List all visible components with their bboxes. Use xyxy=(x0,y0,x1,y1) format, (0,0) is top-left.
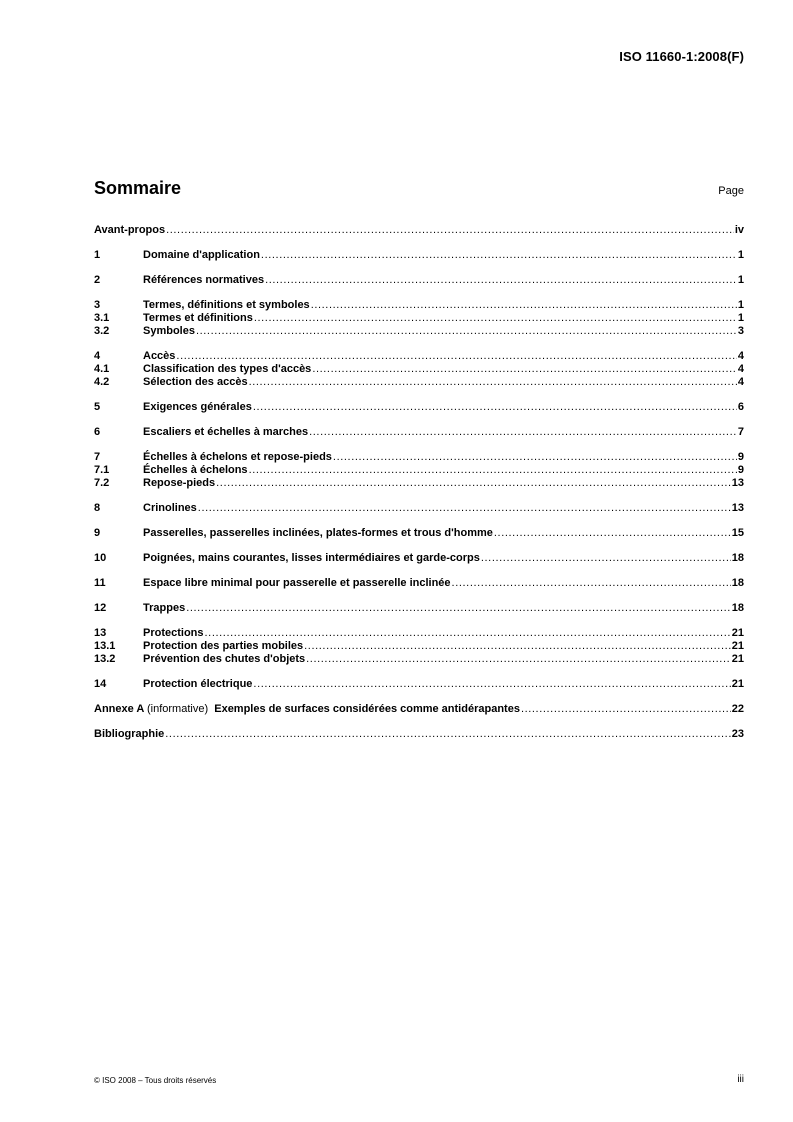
toc-leader-dots xyxy=(333,451,737,464)
toc-entry[interactable] xyxy=(94,312,744,325)
toc-leader-dots xyxy=(311,299,737,312)
toc-entry-title: Sélection des accès xyxy=(143,376,248,388)
toc-entry-title: Avant-propos xyxy=(94,224,166,236)
toc-entry-number: 12 xyxy=(94,602,107,614)
toc-entry-number: 13.1 xyxy=(94,640,116,652)
toc-entry-title: Espace libre minimal pour passerelle et passerelle inclinée xyxy=(143,577,451,589)
toc-entry-title: Protection électrique xyxy=(143,678,253,690)
toc-entry-title: Protection des parties mobiles xyxy=(143,640,304,652)
toc-leader-dots xyxy=(253,678,730,691)
toc-leader-dots xyxy=(198,502,731,515)
toc-entry-title: Repose-pieds xyxy=(143,477,216,489)
annex-label: Annexe A xyxy=(94,703,144,715)
toc-leader-dots xyxy=(254,312,737,325)
toc-entry-title: Échelles à échelons xyxy=(143,464,248,476)
toc-annex-title xyxy=(94,703,520,716)
toc-entry-page: 1 xyxy=(737,249,744,261)
toc-entry-number: 6 xyxy=(94,426,101,438)
toc-leader-dots xyxy=(261,249,737,262)
toc-entry-page: 18 xyxy=(731,602,744,614)
toc-entry-page: 4 xyxy=(737,363,744,375)
toc-entry-title: Accès xyxy=(143,350,176,362)
toc-leader-dots xyxy=(494,527,731,540)
toc-entry-number: 9 xyxy=(94,527,101,539)
toc-entry-title: Crinolines xyxy=(143,502,197,514)
toc-leader-dots xyxy=(216,477,731,490)
toc-entry[interactable] xyxy=(94,350,744,363)
toc-entry-page: 21 xyxy=(731,653,744,665)
toc-entry-number: 7.1 xyxy=(94,464,110,476)
toc-leader-dots xyxy=(205,627,731,640)
toc-entry-page: 1 xyxy=(737,312,744,324)
toc-entry[interactable] xyxy=(94,527,744,540)
toc-entry-page: 1 xyxy=(737,299,744,311)
toc-entry[interactable] xyxy=(94,376,744,389)
toc-leader-dots xyxy=(249,464,737,477)
toc-leader-dots xyxy=(249,376,737,389)
toc-entry[interactable] xyxy=(94,274,744,287)
toc-entry[interactable] xyxy=(94,602,744,615)
toc-entry-title: Bibliographie xyxy=(94,728,165,740)
toc-entry-title: Échelles à échelons et repose-pieds xyxy=(143,451,332,463)
toc-leader-dots xyxy=(304,640,731,653)
toc-entry[interactable] xyxy=(94,653,744,666)
toc-entry-page: 1 xyxy=(737,274,744,286)
toc-entry-page: 22 xyxy=(731,703,744,715)
toc-entry-page: 18 xyxy=(731,552,744,564)
toc-leader-dots xyxy=(166,224,734,237)
toc-entry-title: Termes, définitions et symboles xyxy=(143,299,310,311)
toc-entry-page: 18 xyxy=(731,577,744,589)
toc-entry[interactable] xyxy=(94,451,744,464)
toc-entry-title: Passerelles, passerelles inclinées, plates-formes et trous d'homme xyxy=(143,527,493,539)
table-of-contents xyxy=(94,224,744,741)
toc-leader-dots xyxy=(186,602,731,615)
toc-entry[interactable] xyxy=(94,627,744,640)
toc-entry-title: Exigences générales xyxy=(143,401,252,413)
toc-entry-title: Protections xyxy=(143,627,204,639)
toc-entry-title: Trappes xyxy=(143,602,186,614)
toc-entry-bibliography[interactable] xyxy=(94,728,744,741)
toc-entry[interactable] xyxy=(94,577,744,590)
toc-entry-page: 6 xyxy=(737,401,744,413)
toc-entry[interactable] xyxy=(94,401,744,414)
toc-leader-dots xyxy=(521,703,731,716)
toc-entry-page: 21 xyxy=(731,627,744,639)
toc-leader-dots xyxy=(309,426,737,439)
toc-entry-title: Références normatives xyxy=(143,274,265,286)
toc-leader-dots xyxy=(306,653,731,666)
toc-leader-dots xyxy=(452,577,731,590)
page-column-label: Page xyxy=(718,185,744,197)
contents-title: Sommaire xyxy=(94,178,182,198)
toc-entry[interactable] xyxy=(94,299,744,312)
toc-leader-dots xyxy=(176,350,736,363)
annex-title: Exemples de surfaces considérées comme antidérapantes xyxy=(214,703,520,715)
toc-entry-page: 3 xyxy=(737,325,744,337)
toc-entry[interactable] xyxy=(94,464,744,477)
toc-entry-number: 4.2 xyxy=(94,376,110,388)
toc-entry[interactable] xyxy=(94,502,744,515)
toc-entry-title: Prévention des chutes d'objets xyxy=(143,653,306,665)
toc-entry-page: 7 xyxy=(737,426,744,438)
toc-entry-annex-a[interactable] xyxy=(94,703,744,716)
toc-entry-page: 9 xyxy=(737,451,744,463)
toc-entry-number: 5 xyxy=(94,401,101,413)
toc-entry-number: 4.1 xyxy=(94,363,110,375)
annex-qualifier: (informative) xyxy=(146,703,209,715)
toc-leader-dots xyxy=(312,363,737,376)
toc-entry-title: Domaine d'application xyxy=(143,249,260,261)
toc-entry-page: 21 xyxy=(731,640,744,652)
toc-entry[interactable] xyxy=(94,325,744,338)
toc-entry[interactable] xyxy=(94,249,744,262)
toc-entry-number: 10 xyxy=(94,552,107,564)
toc-entry-number: 4 xyxy=(94,350,101,362)
toc-entry[interactable] xyxy=(94,678,744,691)
footer-copyright: © ISO 2008 – Tous droits réservés xyxy=(94,1076,217,1085)
contents-heading-row xyxy=(94,175,744,199)
toc-entry-page: 15 xyxy=(731,527,744,539)
toc-entry-number: 7 xyxy=(94,451,101,463)
toc-entry-number: 13 xyxy=(94,627,107,639)
toc-entry[interactable] xyxy=(94,426,744,439)
toc-leader-dots xyxy=(265,274,737,287)
toc-entry-title: Classification des types d'accès xyxy=(143,363,312,375)
toc-entry-number: 3.2 xyxy=(94,325,110,337)
toc-entry-page: 23 xyxy=(731,728,744,740)
toc-entry[interactable] xyxy=(94,477,744,490)
toc-entry-number: 11 xyxy=(94,577,106,589)
toc-entry[interactable] xyxy=(94,552,744,565)
toc-leader-dots xyxy=(253,401,737,414)
toc-entry-page: 9 xyxy=(737,464,744,476)
document-id: ISO 11660-1:2008(F) xyxy=(619,49,744,64)
toc-entry-number: 14 xyxy=(94,678,107,690)
toc-entry-page: 13 xyxy=(731,477,744,489)
toc-entry-number: 13.2 xyxy=(94,653,116,665)
toc-entry-number: 3 xyxy=(94,299,101,311)
toc-entry-number: 1 xyxy=(94,249,101,261)
toc-entry-page: iv xyxy=(734,224,744,236)
toc-entry[interactable] xyxy=(94,640,744,653)
toc-entry[interactable] xyxy=(94,363,744,376)
toc-entry-page: 21 xyxy=(731,678,744,690)
toc-entry-number: 2 xyxy=(94,274,101,286)
footer-page-number: iii xyxy=(737,1074,744,1085)
toc-entry-number: 7.2 xyxy=(94,477,110,489)
toc-entry-number: 3.1 xyxy=(94,312,110,324)
toc-entry-title: Termes et définitions xyxy=(143,312,253,324)
toc-entry-foreword[interactable] xyxy=(94,224,744,237)
toc-entry-title: Symboles xyxy=(143,325,195,337)
toc-entry-number: 8 xyxy=(94,502,101,514)
toc-leader-dots xyxy=(165,728,730,741)
toc-leader-dots xyxy=(481,552,731,565)
toc-entry-title: Poignées, mains courantes, lisses intermédiaires et garde-corps xyxy=(143,552,480,564)
toc-leader-dots xyxy=(196,325,737,338)
toc-entry-title: Escaliers et échelles à marches xyxy=(143,426,309,438)
toc-entry-page: 13 xyxy=(731,502,744,514)
toc-entry-page: 4 xyxy=(737,376,744,388)
toc-entry-page: 4 xyxy=(737,350,744,362)
